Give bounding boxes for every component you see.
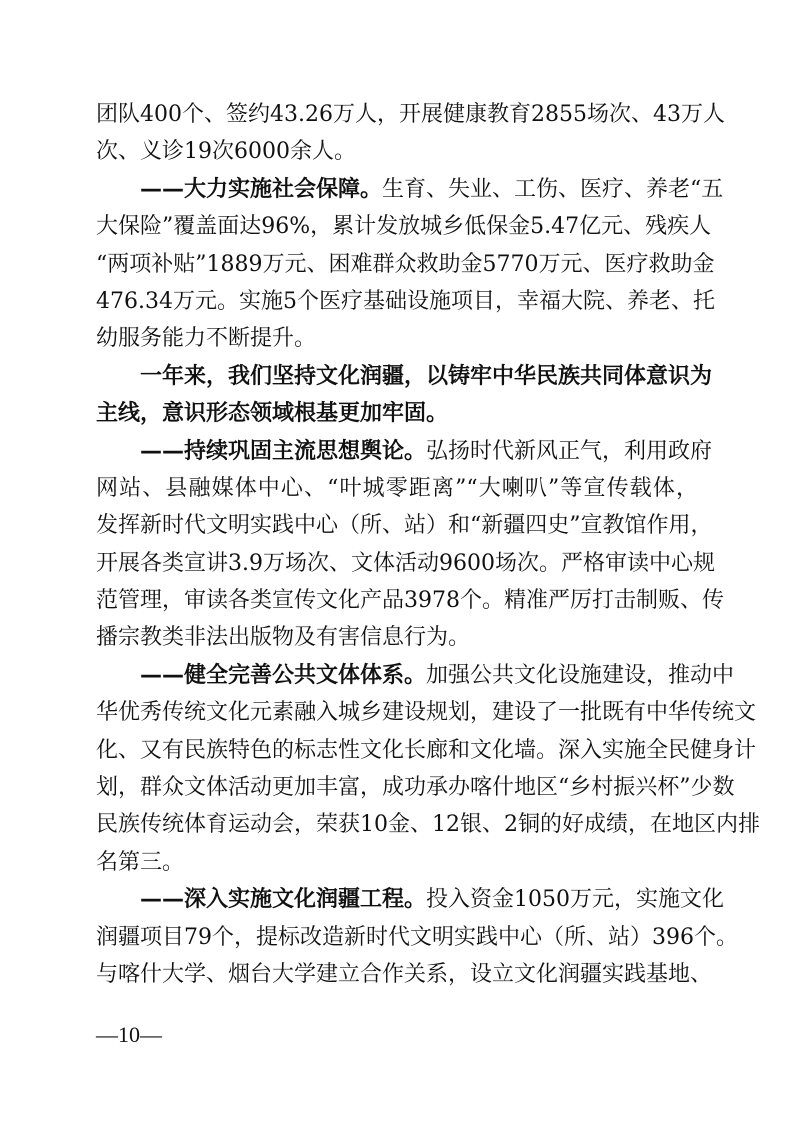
line-text: 民族传统体育运动会，荣获10金、12银、2铜的好成绩，在地区内排 — [96, 812, 760, 838]
body-line-18 — [96, 732, 757, 769]
line-text: 划，群众文体活动更加丰富，成功承办喀什地区“乡村振兴杯”少数 — [96, 775, 735, 801]
body-line-12 — [96, 507, 713, 544]
line-text: 幼服务能力不断提升。 — [96, 326, 317, 352]
line-text: 团队400个、签约43.26万人，开展健康教育2855场次、43万人 — [96, 102, 725, 127]
line-text: 润疆项目79个，提标改造新时代文明实践中心（所、站）396个。 — [96, 924, 738, 950]
line-text: 投入资金1050万元，实施文化 — [426, 887, 725, 913]
section-line-public-opinion — [96, 433, 713, 470]
body-line-13 — [96, 545, 715, 582]
line-text: 加强公共文化设施建设，推动中 — [426, 662, 735, 688]
line-text: 开展各类宣讲3.9万场次、文体活动9600场次。严格审读中心规 — [96, 550, 715, 576]
body-line-5 — [96, 246, 715, 283]
line-text: 476.34万元。实施5个医疗基础设施项目，幸福大院、养老、托 — [96, 288, 715, 314]
body-line-14 — [96, 582, 724, 619]
section-heading: ——持续巩固主流思想舆论。 — [140, 438, 427, 464]
body-line-23 — [96, 919, 738, 956]
line-text: “两项补贴”1889万元、困难群众救助金5770万元、医疗救助金 — [96, 251, 715, 277]
line-text: 一年来，我们坚持文化润疆，以铸牢中华民族共同体意识为 — [140, 363, 713, 389]
line-text: 主线，意识形态领域根基更加牢固。 — [96, 401, 449, 427]
line-text: 播宗教类非法出版物及有害信息行为。 — [96, 625, 471, 651]
body-line-6 — [96, 283, 715, 320]
line-text: 与喀什大学、烟台大学建立合作关系，设立文化润疆实践基地、 — [96, 961, 713, 987]
line-text: 生育、失业、工伤、医疗、养老“五 — [382, 176, 724, 202]
line-text: 范管理，审读各类宣传文化产品3978个。精准严厉打击制贩、传 — [96, 588, 724, 614]
body-line-17 — [96, 694, 757, 731]
body-line-7 — [96, 320, 698, 357]
line-text: 弘扬时代新风正气，利用政府 — [426, 438, 713, 464]
section-heading: ——大力实施社会保障。 — [140, 176, 383, 202]
emphasis-line-culture — [96, 358, 713, 395]
section-line-cultural-project — [96, 881, 725, 918]
line-text: 华优秀传统文化元素融入城乡建设规划，建设了一批既有中华传统文 — [96, 700, 757, 726]
line-text: 次、义诊19次6000余人。 — [96, 139, 356, 165]
line-text: 大保险”覆盖面达96%，累计发放城乡低保金5.47亿元、残疾人 — [96, 214, 712, 240]
body-line-11 — [96, 470, 698, 507]
body-line-1 — [96, 96, 725, 133]
line-text: 网站、县融媒体中心、“叶城零距离”“大喇叭”等宣传载体， — [96, 475, 698, 501]
body-line-4 — [96, 208, 712, 245]
body-line-24 — [96, 956, 713, 993]
section-heading: ——健全完善公共文体体系。 — [140, 662, 427, 688]
line-text: 化、又有民族特色的标志性文化长廊和文化墙。深入实施全民健身计 — [96, 737, 757, 763]
body-line-21 — [96, 844, 698, 881]
body-line-20 — [96, 806, 760, 843]
page-number: —10— — [96, 1022, 162, 1047]
document-page — [96, 96, 760, 993]
section-line-social-security — [96, 171, 724, 208]
section-line-public-culture — [96, 657, 735, 694]
body-line-19 — [96, 769, 735, 806]
line-text: 发挥新时代文明实践中心（所、站）和“新疆四史”宣教馆作用， — [96, 513, 713, 539]
emphasis-line-culture-end — [96, 395, 698, 432]
line-text: 名第三。 — [96, 849, 185, 875]
body-line-15 — [96, 619, 698, 656]
body-line-2 — [96, 133, 698, 170]
section-heading: ——深入实施文化润疆工程。 — [140, 887, 427, 913]
